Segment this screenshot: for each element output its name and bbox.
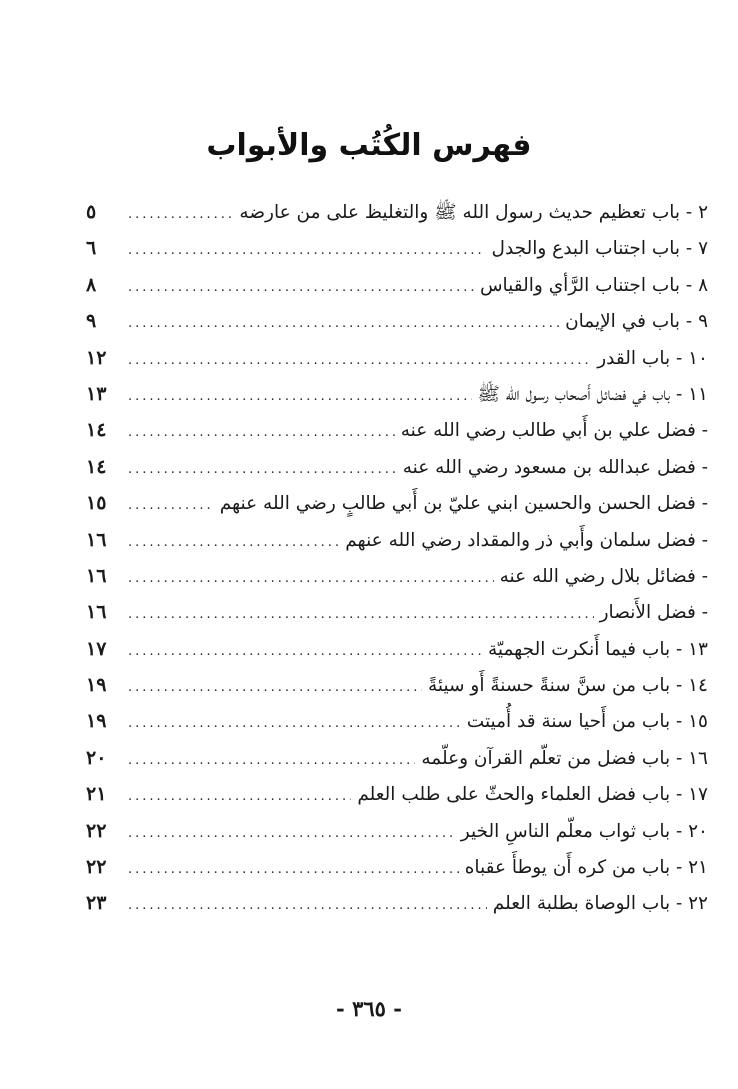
toc-entry [86, 558, 708, 594]
toc-entry [86, 412, 708, 448]
toc-leader-dots [128, 379, 472, 415]
toc-page-number: ٢٢ [86, 856, 107, 879]
toc-page-number: ٢٣ [86, 892, 107, 915]
toc-page-number: ١٤ [86, 419, 107, 442]
toc-page-number: ١٧ [86, 637, 107, 660]
toc-leader-dots [128, 561, 494, 597]
toc-leader-dots [128, 816, 455, 852]
toc-entry-text: ٧ - باب اجتناب البدع والجدل [491, 238, 708, 260]
toc-leader-dots [128, 670, 422, 706]
toc-entry [86, 667, 708, 703]
toc-entry-text: ١٥ - باب من أَحيا سنة قد أُميتت [466, 711, 708, 733]
toc-page-number: ١٩ [86, 674, 107, 697]
toc-page-number: ٥ [86, 201, 97, 223]
toc-entry-text: - فضل علي بن أَبي طالب رضي الله عنه [400, 420, 708, 442]
toc-leader-dots [128, 743, 415, 779]
toc-entry-text: ١٦ - باب فضل من تعلّم القرآن وعلّمه [421, 747, 708, 769]
toc-entry [86, 194, 708, 230]
toc-leader-dots [128, 779, 351, 815]
toc-leader-dots [128, 270, 474, 306]
toc-entry-text: - فضل الأَنصار [599, 602, 708, 624]
toc-entry [86, 594, 708, 630]
toc-entry-text: ٢٠ - باب ثواب معلّم الناسِ الخير [460, 820, 708, 842]
toc-page-number: ١٢ [86, 346, 107, 369]
toc-entry-text: ١٣ - باب فيما أَنكرت الجهميّة [487, 638, 708, 660]
toc-entry [86, 485, 708, 521]
toc-leader-dots [128, 197, 233, 233]
toc-page-number: ٢١ [86, 783, 107, 806]
toc-entry [86, 230, 708, 266]
table-of-contents [86, 194, 708, 922]
toc-page-number: ١٤ [86, 455, 107, 478]
toc-page-number: ١٦ [86, 528, 107, 551]
toc-entry-text: ١٧ - باب فضل العلماء والحثّ على طلب العلم [357, 784, 708, 806]
toc-leader-dots [128, 634, 482, 670]
toc-leader-dots [128, 415, 395, 451]
toc-page-number: ١٩ [86, 710, 107, 733]
toc-entry [86, 449, 708, 485]
toc-entry [86, 631, 708, 667]
toc-entry-text: ٢٢ - باب الوصاة بطلبة العلم [492, 893, 708, 915]
toc-entry [86, 703, 708, 739]
toc-page-number: ١٦ [86, 564, 107, 587]
toc-entry-text: ١٤ - باب من سنَّ سنةً حسنةً أَو سيئةً [427, 675, 708, 697]
toc-page-number: ٦ [86, 237, 97, 260]
toc-entry [86, 267, 708, 303]
toc-leader-dots [128, 233, 486, 269]
toc-entry [86, 740, 708, 776]
toc-entry [86, 340, 708, 376]
toc-page-number: ٢٠ [86, 746, 107, 769]
toc-entry [86, 303, 708, 339]
page-title: فهرس الكُتُب والأبواب [206, 128, 532, 163]
page-folio-number: - ٣٦٥ - [336, 996, 402, 1021]
toc-entry-text: ٩ - باب في الإيمان [565, 311, 708, 333]
toc-entry [86, 376, 708, 412]
toc-leader-dots [128, 706, 461, 742]
toc-leader-dots [128, 888, 487, 924]
toc-entry [86, 849, 708, 885]
toc-entry [86, 813, 708, 849]
toc-entry [86, 776, 708, 812]
toc-leader-dots [128, 452, 397, 488]
toc-page-number: ٢٢ [86, 819, 107, 842]
toc-entry-text: ٢١ - باب من كره أَن يوطأَ عقباه [464, 857, 708, 879]
toc-entry [86, 885, 708, 921]
toc-page-number: ٩ [86, 310, 97, 333]
toc-leader-dots [128, 852, 459, 888]
toc-entry-text: ٨ - باب اجتناب الرَّأي والقياس [479, 274, 708, 296]
toc-entry-text: - فضل سلمان وأَبي ذر والمقداد رضي الله عنهم [345, 529, 708, 551]
toc-page-number: ١٣ [86, 382, 107, 405]
toc-leader-dots [128, 488, 214, 524]
toc-leader-dots [128, 306, 559, 342]
toc-entry-text: ١١ - باب في فضائل أَصحاب رسول الله ﷺ [477, 383, 708, 405]
toc-entry-text: ٢ - باب تعظيم حديث رسول الله ﷺ والتغليظ على من عارضه [239, 202, 708, 223]
toc-page-number: ١٦ [86, 601, 107, 624]
toc-entry-text: - فضل عبدالله بن مسعود رضي الله عنه [402, 456, 708, 478]
toc-leader-dots [128, 597, 594, 633]
toc-leader-dots [128, 343, 591, 379]
toc-entry [86, 522, 708, 558]
toc-entry-text: ١٠ - باب القدر [597, 347, 708, 369]
toc-leader-dots [128, 525, 339, 561]
toc-page-number: ٨ [86, 273, 97, 296]
toc-entry-text: - فضائل بلال رضي الله عنه [499, 565, 708, 587]
toc-entry-text: - فضل الحسن والحسين ابني عليّ بن أَبي طالبٍ رضي الله عنهم [219, 493, 708, 515]
toc-page-number: ١٥ [86, 492, 107, 515]
